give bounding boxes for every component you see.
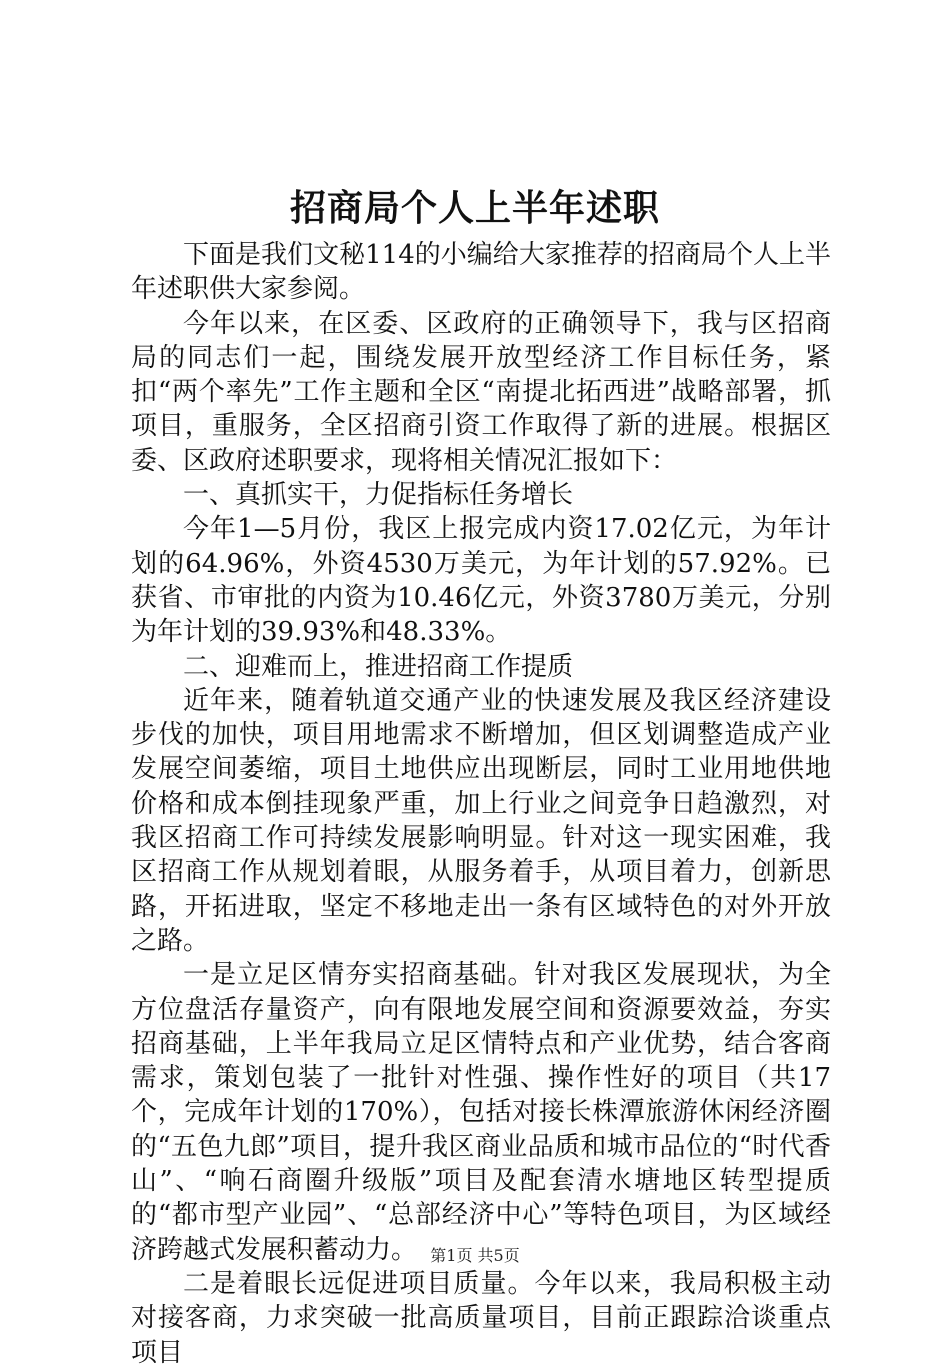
paragraph-indicators: 今年1—5月份，我区上报完成内资17.02亿元，为年计划的64.96%，外资4530万美元，为年计划的57.92%。已获省、市审批的内资为10.46亿元，外资3780万美元，分别为年计划的39.93%和48.33%。: [131, 514, 831, 648]
document-title: 招商局个人上半年述职: [289, 187, 660, 229]
section-heading-1: 一、真抓实干，力促指标任务增长: [183, 480, 574, 511]
section-heading-2: 二、迎难而上，推进招商工作提质: [183, 651, 574, 682]
paragraph-point-2: 二是着眼长远促进项目质量。今年以来，我局积极主动对接客商，力求突破一批高质量项目，目前正跟踪洽谈重点项目: [131, 1268, 831, 1368]
paragraph-overview: 今年以来，在区委、区政府的正确领导下，我与区招商局的同志们一起，围绕发展开放型经济工作目标任务，紧扣“两个率先”工作主题和全区“南提北拓西进”战略部署，抓项目，重服务，全区招商引资工作取得了新的进展。根据区委、区政府述职要求，现将相关情况汇报如下：: [131, 308, 831, 476]
paragraph-point-1: 一是立足区情夯实招商基础。针对我区发展现状，为全方位盘活存量资产，向有限地发展空间和资源要效益，夯实招商基础，上半年我局立足区情特点和产业优势，结合客商需求，策划包装了一批针对性强、操作性好的项目（共17个，完成年计划的170%），包括对接长株潭旅游休闲经济圈的“五色九郎”项目，提升我区商业品质和城市品位的“时代香山”、“响石商圈升级版”项目及配套清水塘地区转型提质的“都市型产业园”、“总部经济中心”等特色项目，为区域经济跨越式发展积蓄动力。: [131, 960, 831, 1265]
paragraph-intro: 下面是我们文秘114的小编给大家推荐的招商局个人上半年述职供大家参阅。: [131, 240, 831, 305]
paragraph-challenges: 近年来，随着轨道交通产业的快速发展及我区经济建设步伐的加快，项目用地需求不断增加，但区划调整造成产业发展空间萎缩，项目土地供应出现断层，同时工业用地供地价格和成本倒挂现象严重，加上行业之间竞争日趋激烈，对我区招商工作可持续发展影响明显。针对这一现实困难，我区招商工作从规划着眼，从服务着手，从项目着力，创新思路，开拓进取，坚定不移地走出一条有区域特色的对外开放之路。: [131, 685, 831, 956]
document-body: [131, 238, 831, 1370]
page-number-footer: 第1页 共5页: [430, 1246, 520, 1265]
